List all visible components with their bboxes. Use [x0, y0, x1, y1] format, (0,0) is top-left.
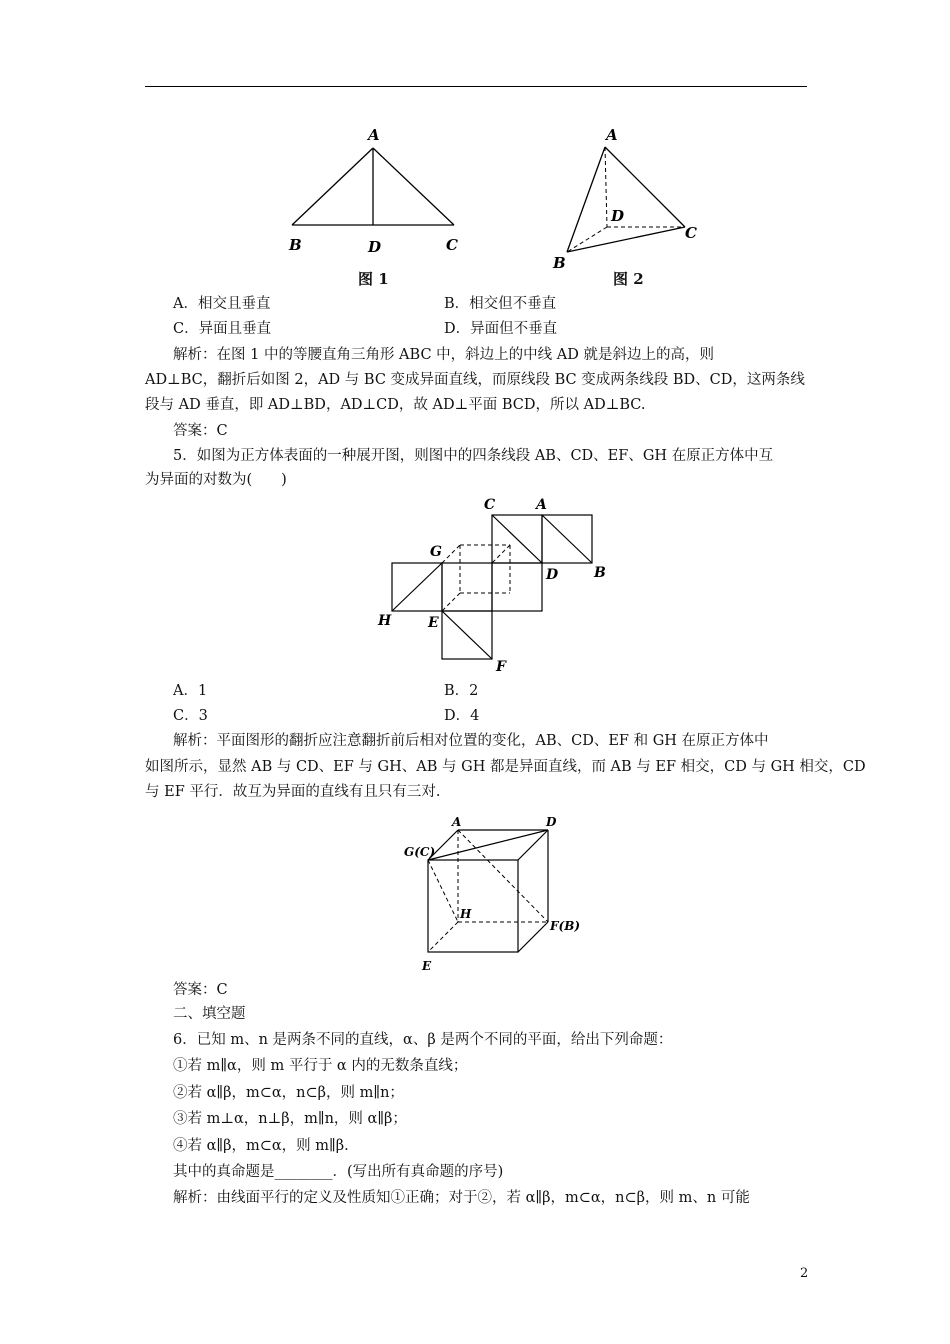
q5-option-b: B．2 — [444, 683, 479, 699]
cube-figure — [400, 812, 600, 977]
net-label-c: C — [484, 497, 496, 513]
q6-prop-3: ③若 m⊥α，n⊥β，m∥n，则 α∥β； — [173, 1111, 407, 1127]
q5-analysis-line-2: 如图所示，显然 AB 与 CD、EF 与 GH、AB 与 GH 都是异面直线，而 AB 与 EF 相交，CD 与 GH 相交，CD — [145, 759, 866, 775]
net-label-g: G — [430, 544, 442, 560]
figure-1-triangle — [280, 120, 470, 260]
cube-label-e: E — [422, 959, 432, 973]
net-label-d: D — [546, 567, 559, 583]
q5-option-d: D．4 — [444, 708, 480, 724]
q4-option-b: B．相交但不垂直 — [444, 296, 557, 312]
q5-analysis-line-1: 解析：平面图形的翻折应注意翻折前后相对位置的变化，AB、CD、EF 和 GH 在原正方体中 — [173, 733, 769, 749]
q6-prop-2: ②若 α∥β，m⊂α，n⊂β，则 m∥n； — [173, 1085, 404, 1101]
fig1-label-c: C — [446, 236, 458, 254]
fig1-caption: 图 1 — [358, 270, 389, 288]
net-label-e: E — [428, 615, 439, 631]
fig1-label-d: D — [368, 238, 382, 256]
fig1-label-b: B — [289, 236, 302, 254]
q5-analysis-line-3: 与 EF 平行．故互为异面的直线有且只有三对. — [145, 784, 441, 800]
q6-stem: 6．已知 m、n 是两条不同的直线，α、β 是两个不同的平面，给出下列命题： — [173, 1032, 673, 1048]
cube-label-fb: F(B) — [550, 919, 581, 933]
section-heading: 二、填空题 — [173, 1006, 246, 1022]
cube-label-a: A — [452, 815, 462, 829]
q4-analysis-line-2: AD⊥BC，翻折后如图 2，AD 与 BC 变成异面直线，而原线段 BC 变成两条线段 BD、CD，这两条线 — [145, 372, 805, 388]
q4-analysis-line-3: 段与 AD 垂直，即 AD⊥BD，AD⊥CD，故 AD⊥平面 BCD，所以 AD⊥BC. — [145, 397, 646, 413]
fig2-label-b: B — [553, 254, 566, 272]
net-label-f: F — [496, 659, 506, 675]
cube-net-figure — [370, 493, 620, 678]
net-label-h: H — [378, 613, 392, 629]
cube-label-gc: G(C) — [404, 845, 436, 859]
cube-label-h: H — [460, 907, 472, 921]
q4-answer: 答案：C — [173, 423, 228, 439]
q5-option-a: A．1 — [173, 683, 208, 699]
header-rule — [145, 86, 807, 87]
q4-option-a: A．相交且垂直 — [173, 296, 271, 312]
q5-stem-line-1: 5．如图为正方体表面的一种展开图，则图中的四条线段 AB、CD、EF、GH 在原正方体中互 — [173, 448, 774, 464]
fig2-label-c: C — [685, 224, 697, 242]
q6-prop-4: ④若 α∥β，m⊂α，则 m∥β. — [173, 1138, 349, 1154]
q4-option-d: D．异面但不垂直 — [444, 321, 558, 337]
cube-label-d: D — [546, 815, 557, 829]
net-label-b: B — [594, 565, 606, 581]
q6-ask: 其中的真命题是________．(写出所有真命题的序号) — [173, 1164, 504, 1180]
fig2-label-a: A — [606, 126, 618, 144]
q5-answer: 答案：C — [173, 982, 228, 998]
q6-prop-1: ①若 m∥α，则 m 平行于 α 内的无数条直线； — [173, 1058, 468, 1074]
q6-analysis: 解析：由线面平行的定义及性质知①正确；对于②，若 α∥β，m⊂α，n⊂β，则 m、n 可能 — [173, 1190, 750, 1206]
q5-option-c: C．3 — [173, 708, 208, 724]
q5-stem-line-2: 为异面的对数为( ) — [145, 472, 287, 488]
fig2-label-d: D — [611, 207, 625, 225]
fig1-label-a: A — [368, 126, 380, 144]
q4-option-c: C．异面且垂直 — [173, 321, 272, 337]
page-number: 2 — [800, 1266, 809, 1281]
q4-analysis-line-1: 解析：在图 1 中的等腰直角三角形 ABC 中，斜边上的中线 AD 就是斜边上的高，则 — [173, 347, 714, 363]
net-label-a: A — [536, 497, 547, 513]
figure-2-tetrahedron — [545, 120, 715, 275]
fig2-caption: 图 2 — [613, 270, 644, 288]
